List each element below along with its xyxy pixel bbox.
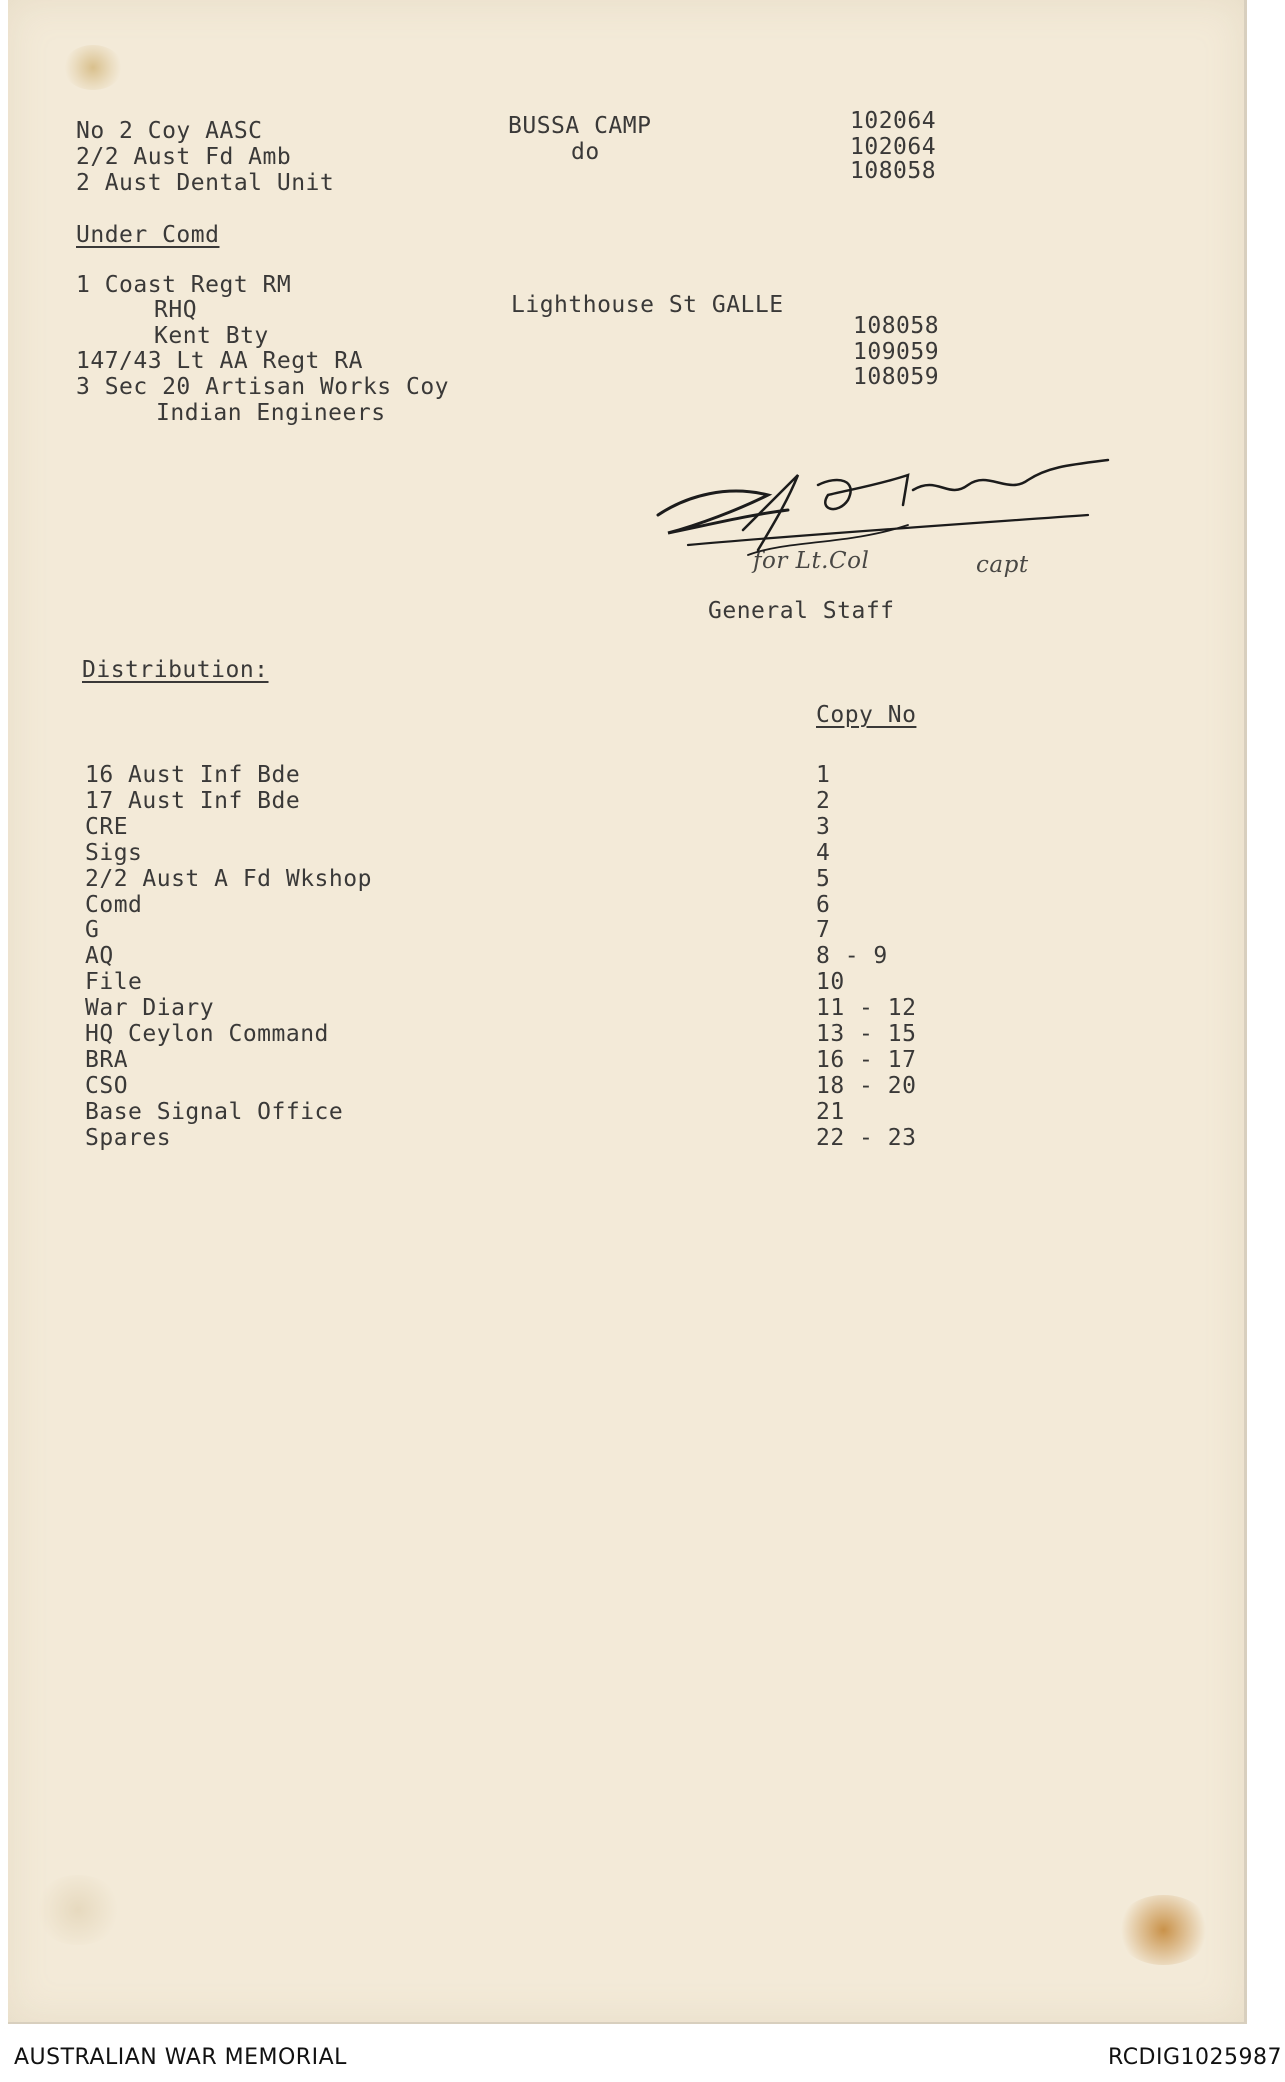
distribution-copy-no: 16 - 17 — [816, 1046, 917, 1073]
under-comd-line-1: RHQ — [154, 297, 198, 323]
distribution-recipient: Sigs — [85, 839, 143, 866]
distribution-recipient: Base Signal Office — [85, 1098, 344, 1125]
unit-location-1: do — [571, 139, 600, 165]
footer-institution: AUSTRALIAN WAR MEMORIAL — [14, 2045, 347, 2070]
under-comd-ref-4: 108059 — [853, 364, 940, 390]
distribution-recipient: BRA — [85, 1046, 129, 1073]
distribution-copy-no: 4 — [816, 839, 831, 866]
distribution-copy-no: 2 — [816, 787, 831, 814]
document-page — [8, 0, 1283, 2070]
distribution-recipient: 17 Aust Inf Bde — [85, 787, 301, 814]
unit-name-0: No 2 Coy AASC — [76, 118, 263, 144]
under-comd-line-4: 3 Sec 20 Artisan Works Coy — [76, 374, 450, 400]
distribution-copy-no: 22 - 23 — [816, 1124, 917, 1151]
distribution-recipient: CRE — [85, 813, 129, 840]
copy-no-header: Copy No — [816, 702, 917, 728]
distribution-copy-no: 21 — [816, 1098, 845, 1125]
distribution-copy-no: 8 - 9 — [816, 943, 888, 970]
distribution-recipient: War Diary — [85, 995, 215, 1022]
distribution-recipient: Spares — [85, 1124, 172, 1151]
foxing-stain-bottom-right — [1116, 1895, 1211, 1965]
footer-id: RCDIG1025987 — [1108, 2045, 1283, 2070]
distribution-recipient: AQ — [85, 943, 114, 970]
distribution-copy-no: 1 — [816, 762, 831, 788]
distribution-recipient: 2/2 Aust A Fd Wkshop — [85, 865, 372, 892]
signature-for-line: for Lt.Col — [753, 548, 870, 574]
unit-ref-0: 102064 — [850, 108, 937, 134]
handwritten-signature — [648, 455, 1128, 595]
distribution-copy-no: 10 — [816, 969, 845, 996]
distribution-recipient: G — [85, 917, 100, 944]
signature-title: General Staff — [708, 598, 895, 624]
under-comd-line-0: 1 Coast Regt RM — [76, 272, 292, 298]
distribution-copy-no: 7 — [816, 917, 831, 944]
distribution-recipient: File — [85, 969, 143, 996]
under-comd-ref-3: 109059 — [853, 339, 940, 365]
foxing-stain-bottom-left — [33, 1875, 123, 1945]
distribution-copy-no: 18 - 20 — [816, 1072, 917, 1099]
under-comd-line-2: Kent Bty — [154, 323, 269, 349]
distribution-copy-no: 3 — [816, 813, 831, 840]
signature-capt: capt — [976, 552, 1029, 578]
unit-ref-1: 102064 — [850, 134, 937, 160]
under-comd-line-5: Indian Engineers — [156, 400, 386, 426]
unit-location-0: BUSSA CAMP — [508, 113, 652, 139]
distribution-recipient: CSO — [85, 1072, 129, 1099]
distribution-copy-no: 13 - 15 — [816, 1021, 917, 1047]
under-comd-line-3: 147/43 Lt AA Regt RA — [76, 348, 363, 374]
distribution-copy-no: 11 - 12 — [816, 995, 917, 1022]
distribution-recipient: HQ Ceylon Command — [85, 1021, 329, 1047]
distribution-recipient: Comd — [85, 891, 143, 918]
under-comd-heading: Under Comd — [76, 222, 220, 248]
unit-name-1: 2/2 Aust Fd Amb — [76, 144, 292, 170]
distribution-copy-no: 5 — [816, 865, 831, 892]
unit-name-2: 2 Aust Dental Unit — [76, 170, 335, 196]
under-comd-location: Lighthouse St GALLE — [511, 292, 784, 318]
distribution-copy-no: 6 — [816, 891, 831, 918]
unit-ref-2: 108058 — [850, 158, 937, 184]
under-comd-ref-2: 108058 — [853, 313, 940, 339]
distribution-recipient: 16 Aust Inf Bde — [85, 762, 301, 788]
distribution-heading: Distribution: — [82, 657, 269, 683]
foxing-stain-top-left — [63, 45, 123, 90]
